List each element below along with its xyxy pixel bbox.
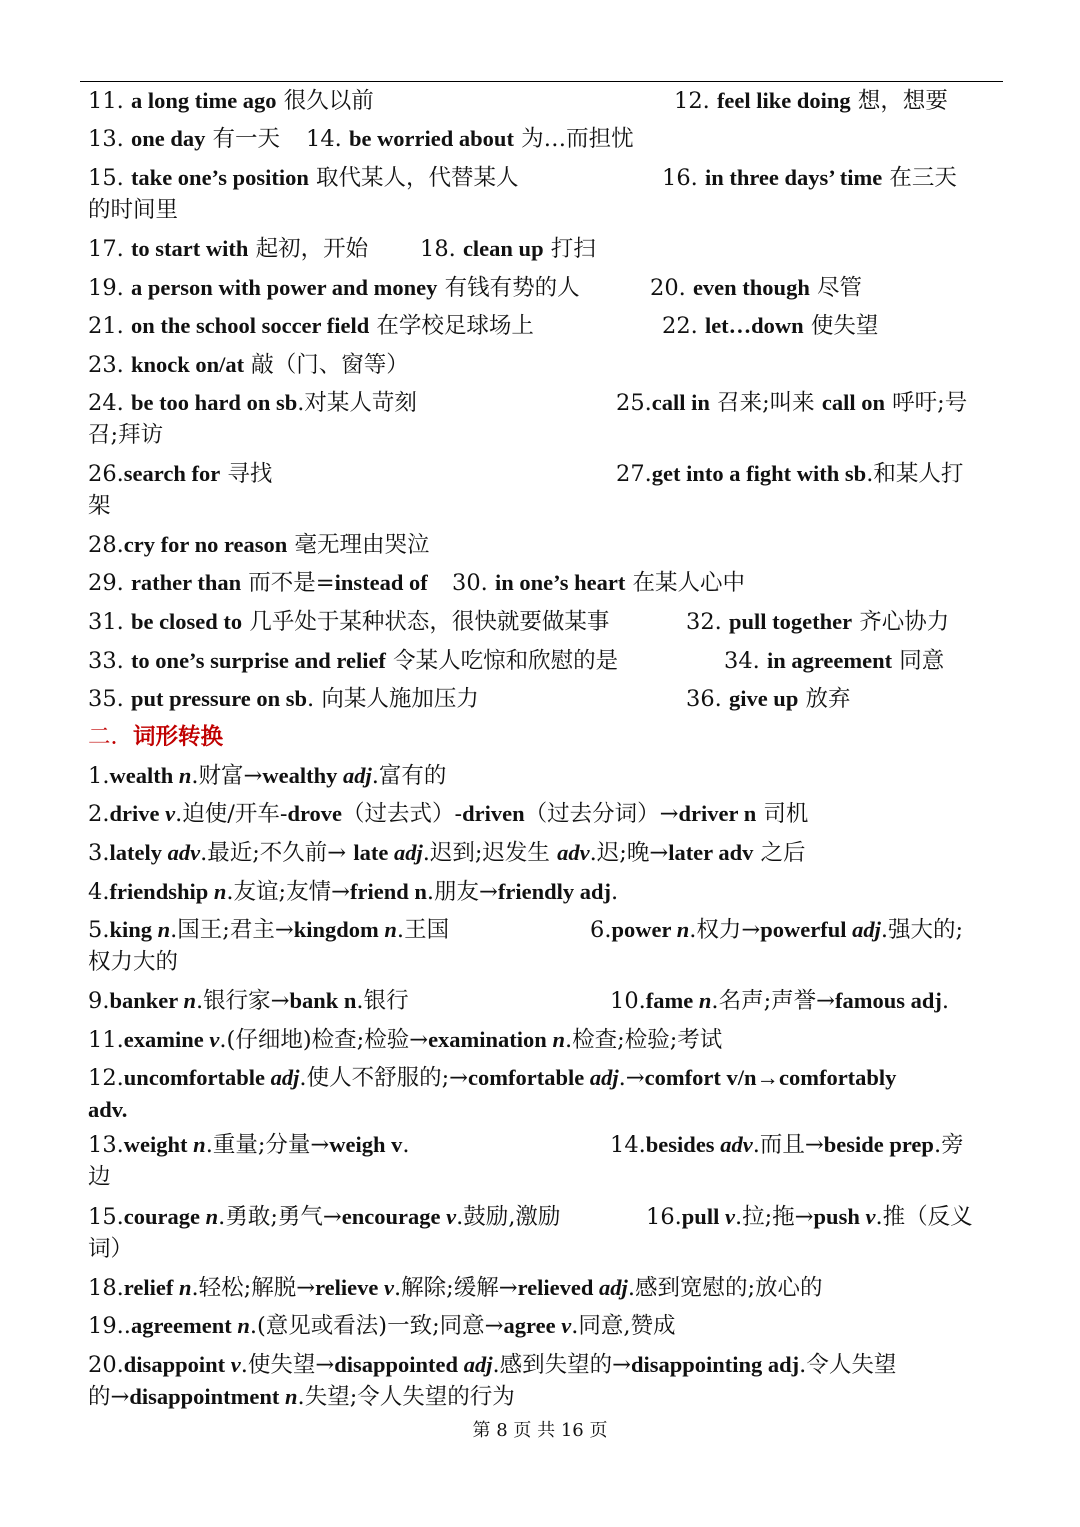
word-form-text: 权力大的 <box>88 949 179 975</box>
word-english: later adv <box>668 840 754 865</box>
phrase-english: on the school soccer field <box>130 313 370 338</box>
word-english: disappointment <box>129 1384 286 1409</box>
word-english: agree <box>503 1313 562 1338</box>
item-number: 16. <box>662 165 705 191</box>
word-form-text: 词） <box>88 1236 134 1262</box>
word-english: comfortable <box>468 1065 590 1090</box>
word-text: 11. <box>88 1027 124 1053</box>
word-text: 19.. <box>88 1313 131 1339</box>
vocab-line-continued <box>88 490 111 522</box>
word-text: .朋友→ <box>426 879 498 905</box>
word-english: friendly adj <box>497 879 612 904</box>
word-text: 的→ <box>88 1384 130 1410</box>
item-number: 27. <box>616 461 652 487</box>
phrase-chinese: 毫无理由哭泣 <box>287 532 430 558</box>
word-english: disappointed <box>334 1352 464 1377</box>
phrase-chinese: 呼吁;号 <box>884 390 968 416</box>
word-text: 18. <box>88 1275 124 1301</box>
word-text: .重量;分量→ <box>205 1132 330 1158</box>
part-of-speech: n <box>183 988 196 1013</box>
word-form-line <box>88 1349 896 1381</box>
item-number: 14. <box>306 126 349 152</box>
part-of-speech: adj <box>852 917 881 942</box>
word-form-line <box>88 1381 515 1413</box>
word-form-line <box>88 798 808 830</box>
item-number: 33. <box>88 648 131 674</box>
vocab-line-col2 <box>662 310 878 342</box>
word-english: courage <box>123 1204 206 1229</box>
word-english: wealth <box>109 763 179 788</box>
vocab-line-continued <box>88 419 163 451</box>
phrase-chinese: 齐心协力 <box>852 609 950 635</box>
phrase-english: take one’s position <box>130 165 309 190</box>
item-number: 31. <box>88 609 131 635</box>
phrase-chinese: .和某人打 <box>866 461 964 487</box>
word-english: banker <box>109 988 184 1013</box>
word-english: comfort v/n→comfortably <box>644 1065 897 1090</box>
vocab-line <box>88 162 519 194</box>
item-number: 13. <box>88 126 131 152</box>
vocab-line-col2 <box>616 458 963 490</box>
vocab-line-col2 <box>686 683 850 715</box>
word-text: .友谊;友情→ <box>226 879 350 905</box>
word-text: .强大的; <box>880 917 964 943</box>
part-of-speech: n <box>205 1204 219 1229</box>
part-of-speech: v <box>209 1027 220 1052</box>
word-text: .使失望→ <box>240 1352 335 1378</box>
item-number: 29. <box>88 570 131 596</box>
part-of-speech: n <box>157 917 171 942</box>
word-text: 16. <box>646 1204 682 1230</box>
item-number: 25. <box>616 390 652 416</box>
phrase-chinese: .对某人苛刻 <box>297 390 417 416</box>
word-text: 10. <box>610 988 646 1014</box>
word-text: .令人失望 <box>799 1352 897 1378</box>
word-text: 14. <box>610 1132 646 1158</box>
header-rule <box>80 81 1003 82</box>
phrase-chinese: 想，想要 <box>850 88 948 114</box>
part-of-speech: adj <box>463 1352 493 1377</box>
phrase-english: a long time ago <box>130 88 277 113</box>
part-of-speech: n <box>237 1313 250 1338</box>
phrase-english: feel like doing <box>716 88 851 113</box>
vocab-line <box>88 683 479 715</box>
word-text: .王国 <box>396 917 450 943</box>
phrase-chinese: 召来;叫来 <box>709 390 822 416</box>
word-text: 12. <box>88 1065 124 1091</box>
part-of-speech: adj <box>270 1065 300 1090</box>
word-form-line <box>88 914 449 946</box>
phrase-english: give up <box>728 686 799 711</box>
word-text: （过去分词）→ <box>524 801 679 827</box>
word-form-line <box>88 1094 127 1126</box>
phrase-chinese: 尽管 <box>809 275 862 301</box>
word-text: 13. <box>88 1132 124 1158</box>
word-english: weight <box>123 1132 194 1157</box>
part-of-speech: adj <box>393 840 423 865</box>
word-text: （过去式）- <box>342 801 463 827</box>
word-form-line <box>88 1062 896 1094</box>
phrase-english: in three days’ time <box>704 165 883 190</box>
item-number: 12. <box>674 88 717 114</box>
word-form-line <box>88 1129 410 1161</box>
part-of-speech: n <box>552 1027 565 1052</box>
vocab-line <box>88 387 417 419</box>
word-english: king <box>109 917 158 942</box>
phrase-english: rather than <box>130 570 242 595</box>
word-text: .财富→ <box>191 763 263 789</box>
word-text: .权力→ <box>689 917 761 943</box>
part-of-speech: adv <box>557 840 590 865</box>
word-text: .解除;缓解→ <box>394 1275 518 1301</box>
word-text: 20. <box>88 1352 124 1378</box>
phrase-english: be too hard on sb <box>130 390 298 415</box>
item-number: 28. <box>88 532 124 558</box>
part-of-speech: n <box>213 879 227 904</box>
word-english: driven <box>462 801 525 826</box>
part-of-speech: n <box>285 1384 298 1409</box>
item-number: 26. <box>88 461 124 487</box>
phrase-chinese: 架 <box>88 493 111 519</box>
word-text: .(意见或看法)一致;同意→ <box>249 1313 504 1339</box>
word-form-line <box>88 1024 722 1056</box>
word-english: fame <box>645 988 699 1013</box>
item-number: 32. <box>686 609 729 635</box>
vocab-line <box>88 310 534 342</box>
part-of-speech: n <box>698 988 712 1013</box>
word-text: 司机 <box>756 801 809 827</box>
phrase-chinese: 取代某人，代替某人 <box>308 165 519 191</box>
word-english: uncomfortable <box>123 1065 271 1090</box>
part-of-speech: adv <box>720 1132 753 1157</box>
part-of-speech: n <box>178 763 192 788</box>
word-form-text: 边 <box>88 1164 111 1190</box>
word-text: .迟到;迟发生 <box>422 840 558 866</box>
part-of-speech: adj <box>599 1275 628 1300</box>
phrase-english: put pressure on sb <box>130 686 308 711</box>
phrase-chinese: 而不是= <box>241 570 335 596</box>
part-of-speech: adj <box>343 763 372 788</box>
page-footer: 第 8 页 共 16 页 <box>472 1420 608 1441</box>
item-number: 15. <box>88 165 131 191</box>
word-form-line <box>88 1161 111 1193</box>
phrase-english: call in <box>651 390 710 415</box>
word-english: examine <box>123 1027 210 1052</box>
item-number: 24. <box>88 390 131 416</box>
word-english: agreement <box>130 1313 238 1338</box>
part-of-speech: v <box>724 1204 735 1229</box>
vocab-line <box>88 529 429 561</box>
vocab-line <box>88 458 272 490</box>
part-of-speech: v <box>446 1204 457 1229</box>
word-text: .感到宽慰的;放心的 <box>627 1275 823 1301</box>
word-form-line <box>646 1201 973 1233</box>
section-heading <box>88 721 223 753</box>
section-title: 词形转换 <box>133 724 224 750</box>
word-english: drove <box>287 801 343 826</box>
phrase-chinese: 同意 <box>892 648 945 674</box>
vocab-line <box>88 645 618 677</box>
word-text: .→ <box>618 1065 645 1091</box>
word-text: .银行家→ <box>195 988 290 1014</box>
phrase-english: pull together <box>728 609 853 634</box>
vocab-line-col2 <box>306 123 634 155</box>
vocab-line-col2 <box>662 162 957 194</box>
phrase-chinese: 有一天 <box>205 126 280 152</box>
phrase-english: to one’s surprise and relief <box>130 648 386 673</box>
word-text: .推（反义 <box>875 1204 973 1230</box>
word-text: 6. <box>590 917 612 943</box>
phrase-english: knock on/at <box>130 352 245 377</box>
word-text: .最近;不久前→ <box>200 840 354 866</box>
word-form-line <box>88 1233 133 1265</box>
word-english: push <box>813 1204 866 1229</box>
word-english: relieved <box>517 1275 600 1300</box>
word-text: .迫使/开车- <box>175 801 288 827</box>
word-text: .银行 <box>356 988 409 1014</box>
phrase-english: in agreement <box>766 648 893 673</box>
word-english: beside prep <box>823 1132 934 1157</box>
word-text: .感到失望的→ <box>492 1352 631 1378</box>
word-english: late <box>353 840 394 865</box>
word-text: . <box>611 879 619 905</box>
vocab-line-continued <box>88 194 178 226</box>
vocab-line <box>88 606 609 638</box>
phrase-english: be worried about <box>348 126 514 151</box>
word-text: 15. <box>88 1204 124 1230</box>
phrase-chinese: 的时间里 <box>88 197 179 223</box>
word-form-line <box>590 914 963 946</box>
word-english: weigh v <box>329 1132 403 1157</box>
part-of-speech: v <box>230 1352 241 1377</box>
vocab-line <box>88 85 374 117</box>
phrase-english: in one’s heart <box>494 570 626 595</box>
word-english: friendship <box>109 879 214 904</box>
word-english: powerful <box>760 917 853 942</box>
part-of-speech: n <box>178 1275 192 1300</box>
part-of-speech: adj <box>589 1065 619 1090</box>
word-text: 4. <box>88 879 110 905</box>
word-english: relief <box>123 1275 179 1300</box>
vocab-line <box>88 233 368 265</box>
word-english: kingdom <box>293 917 385 942</box>
word-text: . <box>402 1132 410 1158</box>
part-of-speech: n <box>384 917 397 942</box>
word-text: .同意,赞成 <box>571 1313 676 1339</box>
vocab-line <box>88 567 428 599</box>
phrase-english: search for <box>123 461 221 486</box>
phrase-english: to start with <box>130 236 249 261</box>
item-number: 20. <box>650 275 693 301</box>
phrase-chinese: 在学校足球场上 <box>369 313 534 339</box>
word-form-line <box>88 1272 823 1304</box>
vocab-line-col2 <box>420 233 596 265</box>
word-english: encourage <box>341 1204 447 1229</box>
vocab-line-col2 <box>616 387 967 419</box>
phrase-english: a person with power and money <box>130 275 438 300</box>
phrase-english: instead of <box>334 570 428 595</box>
item-number: 18. <box>420 236 463 262</box>
word-english: driver n <box>678 801 757 826</box>
word-form-line <box>88 946 178 978</box>
phrase-chinese: 有钱有势的人 <box>437 275 580 301</box>
phrase-english: get into a fight with sb <box>651 461 867 486</box>
vocab-line <box>88 349 409 381</box>
item-number: 34. <box>724 648 767 674</box>
word-form-line <box>88 760 446 792</box>
phrase-chinese: 很久以前 <box>276 88 374 114</box>
vocab-line-col2 <box>686 606 949 638</box>
word-text: .名声;声誉→ <box>711 988 836 1014</box>
word-text: .失望;令人失望的行为 <box>297 1384 515 1410</box>
vocab-line <box>88 123 280 155</box>
word-text: .使人不舒服的;→ <box>299 1065 469 1091</box>
section-number: 二． <box>88 724 134 750</box>
word-form-line <box>610 985 949 1017</box>
vocab-line-col2 <box>724 645 944 677</box>
phrase-chinese: 几乎处于某种状态，很快就要做某事 <box>242 609 610 635</box>
part-of-speech: adv <box>167 840 201 865</box>
vocab-line-col2 <box>650 272 862 304</box>
word-english: relieve <box>315 1275 385 1300</box>
word-form-line <box>88 1201 560 1233</box>
part-of-speech: n <box>676 917 690 942</box>
word-text: .勇敢;勇气→ <box>218 1204 342 1230</box>
word-text: 9. <box>88 988 110 1014</box>
word-form-line <box>88 876 618 908</box>
word-english: friend n <box>349 879 427 904</box>
item-number: 17. <box>88 236 131 262</box>
word-text: 1. <box>88 763 110 789</box>
phrase-english: let…down <box>704 313 804 338</box>
phrase-english: call on <box>821 390 885 415</box>
word-text: .(仔细地)检查;检验→ <box>219 1027 429 1053</box>
item-number: 19. <box>88 275 131 301</box>
word-form-line <box>88 985 409 1017</box>
word-text: .拉;拖→ <box>734 1204 814 1230</box>
phrase-chinese: 在某人心中 <box>625 570 746 596</box>
word-form-line <box>88 1310 676 1342</box>
part-of-speech: v <box>165 801 176 826</box>
vocab-line <box>88 272 580 304</box>
word-english: disappointing adj <box>630 1352 800 1377</box>
word-text: .而且→ <box>752 1132 824 1158</box>
word-form-line <box>88 837 806 869</box>
word-text: . <box>941 988 950 1014</box>
part-of-speech: v <box>561 1313 572 1338</box>
phrase-chinese: 使失望 <box>803 313 879 339</box>
phrase-chinese: 寻找 <box>220 461 273 487</box>
phrase-chinese: 令某人吃惊和欣慰的是 <box>385 648 619 674</box>
part-of-speech: n <box>193 1132 206 1157</box>
phrase-english: clean up <box>462 236 544 261</box>
word-text: .迟;晚→ <box>589 840 669 866</box>
word-form-line <box>610 1129 964 1161</box>
item-number: 22. <box>662 313 705 339</box>
item-number: 30. <box>452 570 495 596</box>
word-text: .轻松;解脱→ <box>191 1275 316 1301</box>
phrase-chinese: 打扫 <box>543 236 596 262</box>
phrase-chinese: . 向某人施加压力 <box>307 686 479 712</box>
word-english: drive <box>109 801 166 826</box>
phrase-chinese: 为…而担忧 <box>513 126 634 152</box>
word-english: bank n <box>289 988 357 1013</box>
word-english: examination <box>428 1027 553 1052</box>
word-english: wealthy <box>262 763 343 788</box>
word-text: 之后 <box>753 840 806 866</box>
part-of-speech: v <box>865 1204 876 1229</box>
word-text: 2. <box>88 801 110 827</box>
word-text: .富有的 <box>371 763 447 789</box>
phrase-chinese: 在三天 <box>882 165 957 191</box>
word-english: besides <box>645 1132 721 1157</box>
phrase-english: one day <box>130 126 206 151</box>
phrase-chinese: 敲（门、窗等） <box>244 352 409 378</box>
word-english: lately <box>109 840 168 865</box>
item-number: 21. <box>88 313 131 339</box>
phrase-chinese: 召;拜访 <box>88 422 164 448</box>
word-text: .检查;检验;考试 <box>564 1027 723 1053</box>
item-number: 11. <box>88 88 131 114</box>
phrase-chinese: 起初，开始 <box>248 236 369 262</box>
word-text: 3. <box>88 840 110 866</box>
word-english: pull <box>681 1204 725 1229</box>
phrase-english: be closed to <box>130 609 243 634</box>
item-number: 23. <box>88 352 131 378</box>
item-number: 35. <box>88 686 131 712</box>
word-text: .国王;君主→ <box>170 917 294 943</box>
item-number: 36. <box>686 686 729 712</box>
phrase-chinese: 放弃 <box>798 686 851 712</box>
word-english: famous adj <box>835 988 942 1013</box>
word-english: disappoint <box>123 1352 231 1377</box>
vocab-line-col2 <box>674 85 948 117</box>
phrase-english: cry for no reason <box>123 532 288 557</box>
part-of-speech: v <box>384 1275 395 1300</box>
phrase-english: even though <box>692 275 810 300</box>
word-text: 5. <box>88 917 110 943</box>
word-text: .鼓励,激励 <box>456 1204 561 1230</box>
word-text: .旁 <box>933 1132 964 1158</box>
word-form-text: adv. <box>88 1097 128 1122</box>
vocab-line-col2 <box>452 567 745 599</box>
word-english: power <box>611 917 677 942</box>
